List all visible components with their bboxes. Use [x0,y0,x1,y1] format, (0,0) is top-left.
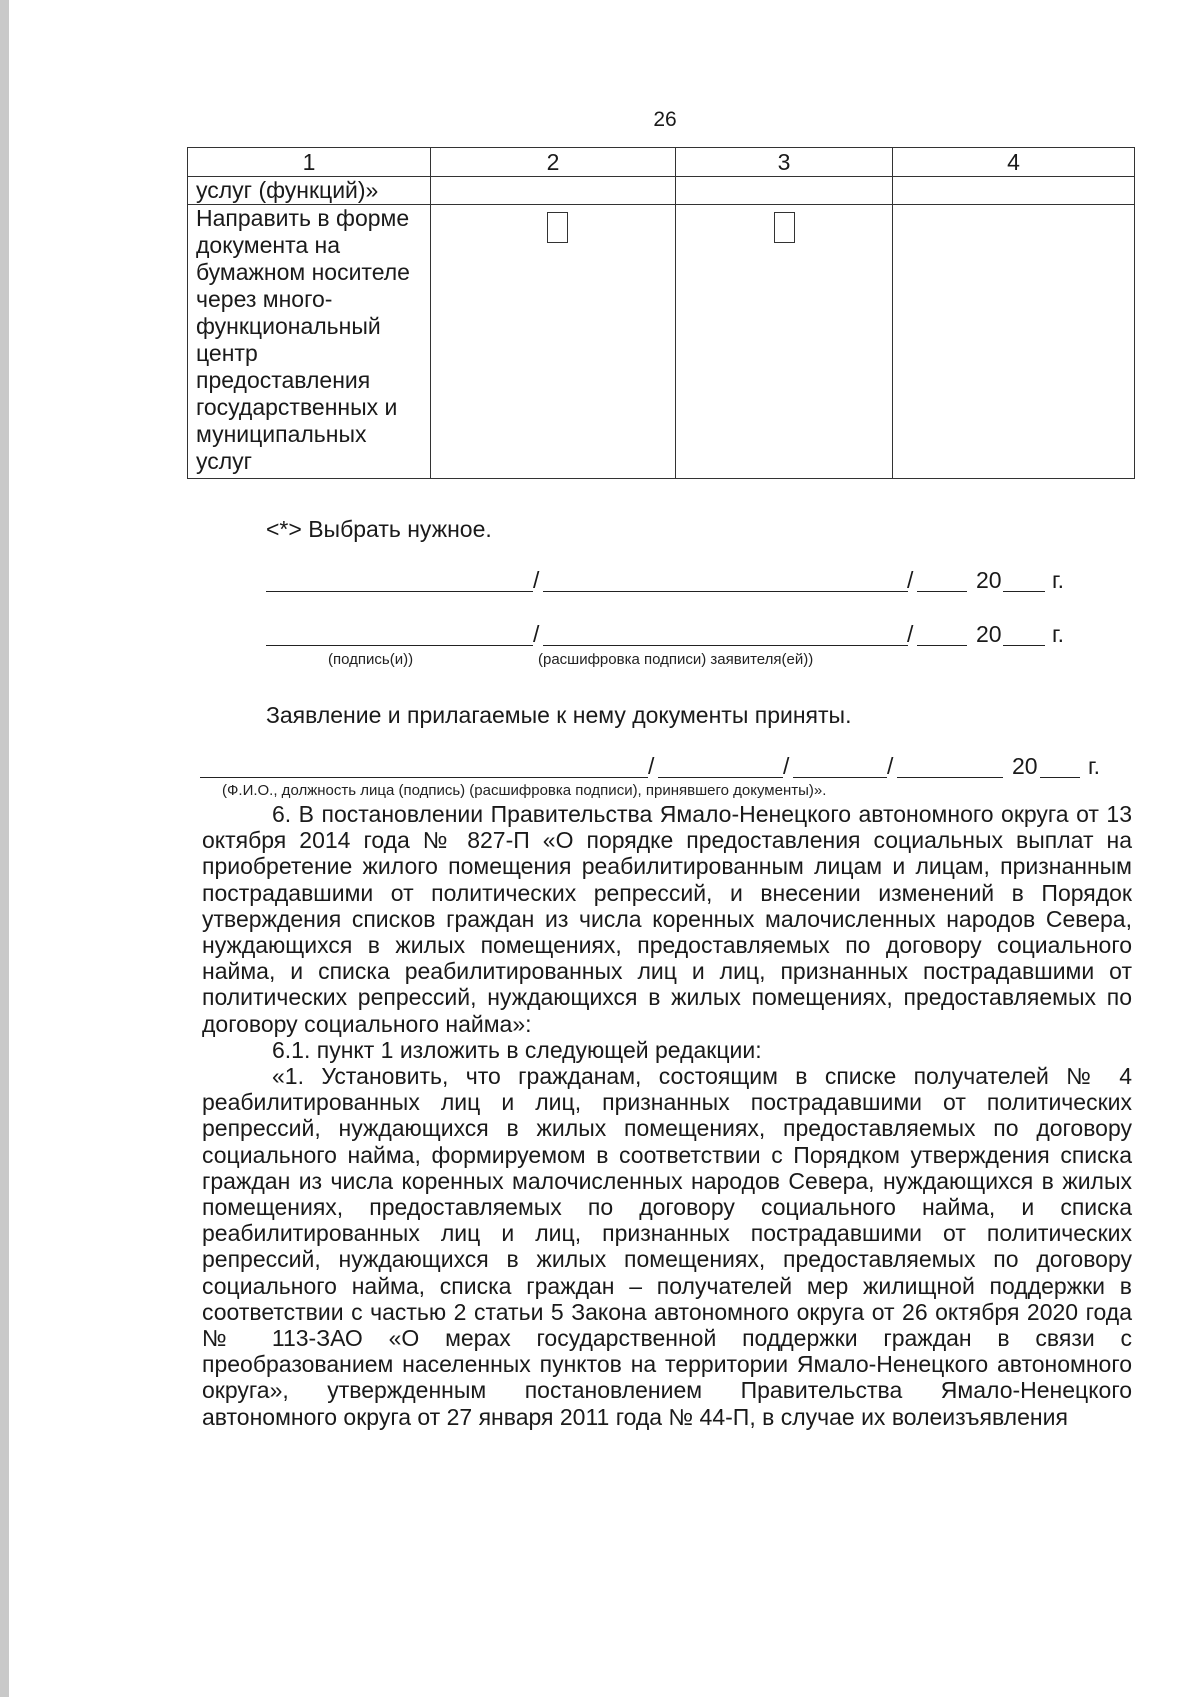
header-cell: 4 [893,148,1135,177]
day-field[interactable] [917,645,967,646]
paragraph: 6. В постановлении Правительства Ямало-Ненецкого автономного округа от 13 октября 2014 года № 827-П «О порядке предоставления социальных выплат на приобретение жилого помещения реабилитированным лицам и лицам, признанным пострадавшими от политических репрессий, и внесении изменений в Порядок утверждения списков граждан из числа коренных малочисленных народов Севера, нуждающихся в жилых помещениях, предоставляемых по договору социального найма, и списка реабилитированных лиц и лиц, признанных пострадавшими от политических репрессий, нуждающихся в жилых помещениях, предоставляемых по договору социального найма»: [202,801,1132,1037]
accepted-text: Заявление и прилагаемые к нему документы приняты. [266,702,852,728]
table-row [188,177,1135,205]
day-field[interactable] [897,777,1003,778]
caption-accepted: (Ф.И.О., должность лица (подпись) (расшифровка подписи), принявшего документы)». [222,782,827,799]
scan-edge [0,0,9,1697]
paragraph: «1. Установить, что гражданам, состоящим в списке получателей № 4 реабилитированных лиц и лиц, признанных пострадавшими от политических репрессий, нуждающихся в жилых помещениях, предоставляемых по договору социального найма, формируемом в соответствии с Порядком утверждения списка граждан из числа коренных малочисленных народов Севера, нуждающихся в жилых помещениях, предоставляемых по договору социального найма, и списка реабилитированных лиц и лиц, признанных пострадавшими от политических репрессий, нуждающихся в жилых помещениях, предоставляемых по договору социального найма, списка граждан – получателей мер жилищной поддержки в соответствии с частью 2 статьи 5 Закона автономного округа от 26 октября 2020 года № 113-ЗАО «О мерах государственной поддержки граждан в связи с преобразованием населенных пунктов на территории Ямало-Ненецкого автономного округа», утвержденным постановлением Правительства Ямало-Ненецкого автономного округа от 27 января 2011 года № 44-П, в случае их волеизъявления [202,1063,1132,1430]
checkbox-cell [676,205,893,479]
header-cell: 3 [676,148,893,177]
empty-cell [893,177,1135,205]
checkbox[interactable] [547,212,568,243]
day-field[interactable] [917,591,967,592]
header-cell: 2 [431,148,676,177]
header-cell: 1 [188,148,431,177]
empty-cell [893,205,1135,479]
separator: / [907,621,914,647]
separator: / [648,753,655,779]
application-table [187,147,1135,479]
separator: / [887,753,894,779]
year-prefix: 20 [976,567,1002,593]
body-text [202,801,1132,1430]
decoding-field[interactable] [543,645,908,646]
year-field[interactable] [1040,777,1080,778]
footnote: <*> Выбрать нужное. [266,516,492,542]
checkbox[interactable] [774,212,795,243]
separator: / [533,621,540,647]
signature-field[interactable] [658,777,783,778]
caption-signature: (подпись(и)) [328,651,414,668]
year-field[interactable] [1003,591,1045,592]
separator: / [783,753,790,779]
decoding-field[interactable] [793,777,887,778]
table-row [188,205,1135,479]
separator: / [907,567,914,593]
year-prefix: 20 [1012,753,1038,779]
name-position-field[interactable] [200,777,648,778]
signature-field[interactable] [266,591,533,592]
decoding-field[interactable] [543,591,908,592]
empty-cell [431,177,676,205]
year-suffix: г. [1052,567,1064,593]
checkbox-cell [431,205,676,479]
year-field[interactable] [1003,645,1045,646]
paragraph: 6.1. пункт 1 изложить в следующей редакции: [272,1036,762,1063]
page-number: 26 [653,108,677,131]
row-label: услуг (функций)» [188,177,431,205]
separator: / [533,567,540,593]
caption-decoding: (расшифровка подписи) заявителя(ей)) [538,651,814,668]
empty-cell [676,177,893,205]
year-suffix: г. [1088,753,1100,779]
signature-field[interactable] [266,645,533,646]
year-prefix: 20 [976,621,1002,647]
year-suffix: г. [1052,621,1064,647]
table-header-row [188,148,1135,177]
row-label: Направить в форме документа на бумажном носителе через много- функциональный центр предоставления государственных и муниципальных услуг [188,205,431,479]
